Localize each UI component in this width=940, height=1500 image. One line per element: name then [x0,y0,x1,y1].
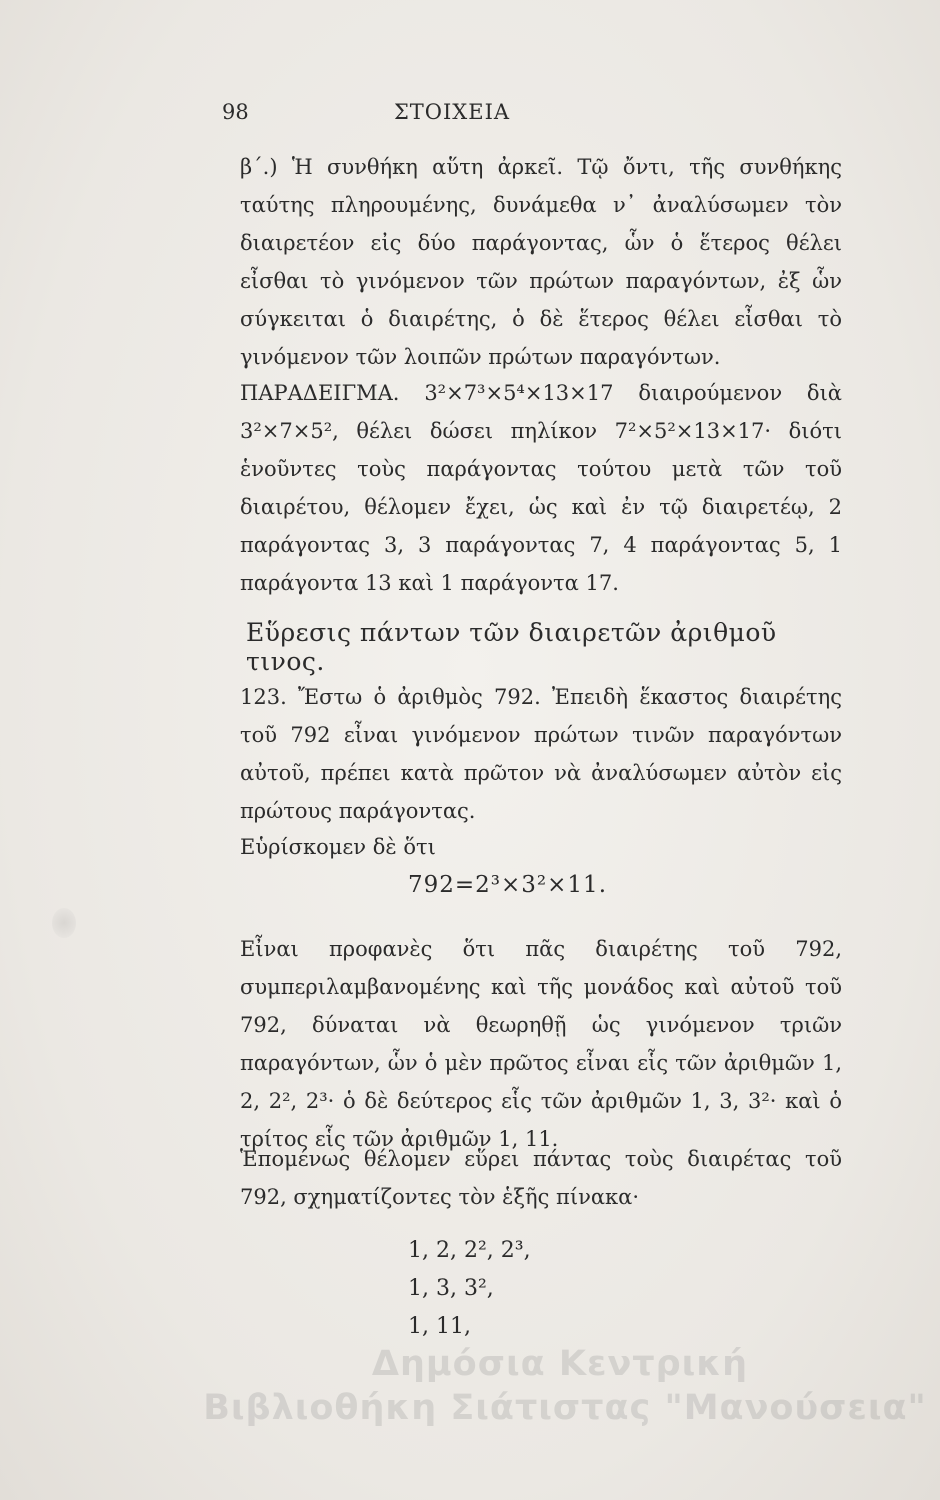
page-number: 98 [222,100,249,124]
paragraph-find [240,828,842,866]
paragraph-text: 123. Ἔστω ὁ ἀριθμὸς 792. Ἐπειδὴ ἕκαστος διαιρέτης τοῦ 792 εἶναι γινόμενον πρώτων τινῶν παραγόντων αὐτοῦ, πρέπει κατὰ πρῶτον νὰ ἀναλύσωμεν αὐτὸν εἰς πρώτους παράγοντας. [240,685,842,823]
table-row: 1, 11, [408,1314,471,1339]
paragraph-evident [240,930,842,1158]
paragraph-text: Εἶναι προφανὲς ὅτι πᾶς διαιρέτης τοῦ 792, συμπεριλαμβανομένης καὶ τῆς μονάδος καὶ αὐτοῦ τοῦ 792, δύναται νὰ θεωρηθῇ ὡς γινόμενον τριῶν παραγόντων, ὧν ὁ μὲν πρῶτος εἶναι εἷς τῶν ἀριθμῶν 1, 2, 2², 2³· ὁ δὲ δεύτερος εἷς τῶν ἀριθμῶν 1, 3, 3²· καὶ ὁ τρίτος εἷς τῶν ἀριθμῶν 1, 11. [240,937,842,1151]
paragraph-text: Εὑρίσκομεν δὲ ὅτι [240,835,436,859]
section-heading: Εὕρεσις πάντων τῶν διαιρετῶν ἀριθμοῦ τινος. [246,618,777,676]
running-title: ΣΤΟΙΧΕΙΑ [393,100,511,124]
divisor-factor-table [408,1232,531,1346]
factorization-formula: 792=2³×3²×11. [408,872,607,898]
paragraph-therefore [240,1140,842,1216]
paper-blemish [52,908,76,938]
page-header [222,100,682,132]
table-row: 1, 3, 3², [408,1276,494,1301]
example-paragraph [240,374,842,602]
library-stamp-line-1: Δημόσια Κεντρική [371,1344,749,1384]
paragraph-text: ΠΑΡΑΔΕΙΓΜΑ. 3²×7³×5⁴×13×17 διαιρούμενον διὰ 3²×7×5², θέλει δώσει πηλίκον 7²×5²×13×17· διότι ἑνοῦντες τοὺς παράγοντας τούτου μετὰ τῶν τοῦ διαιρέτου, θέλομεν ἔχει, ὡς καὶ ἐν τῷ διαιρετέῳ, 2 παράγοντας 3, 3 παράγοντας 7, 4 παράγοντας 5, 1 παράγοντα 13 καὶ 1 παράγοντα 17. [240,381,842,595]
paragraph-text: β΄.) Ἡ συνθήκη αὕτη ἀρκεῖ. Τῷ ὄντι, τῆς συνθήκης ταύτης πληρουμένης, δυνάμεθα ν᾿ ἀναλύσωμεν τὸν διαιρετέον εἰς δύο παράγοντας, ὧν ὁ ἕτερος θέλει εἶσθαι τὸ γινόμενον τῶν πρώτων παραγόντων, ἐξ ὧν σύγκειται ὁ διαιρέτης, ὁ δὲ ἕτερος θέλει εἶσθαι τὸ γινόμενον τῶν λοιπῶν πρώτων παραγόντων. [240,155,842,369]
table-row: 1, 2, 2², 2³, [408,1238,531,1263]
paragraph-text: Ἑπομένως θέλομεν εὕρει πάντας τοὺς διαιρέτας τοῦ 792, σχηματίζοντες τὸν ἑξῆς πίνακα· [240,1147,842,1209]
library-stamp-line-2: Βιβλιοθήκη Σιάτιστας "Μανούσεια" [203,1388,927,1428]
paragraph-condition-sufficient [240,148,842,376]
paragraph-123 [240,678,842,830]
